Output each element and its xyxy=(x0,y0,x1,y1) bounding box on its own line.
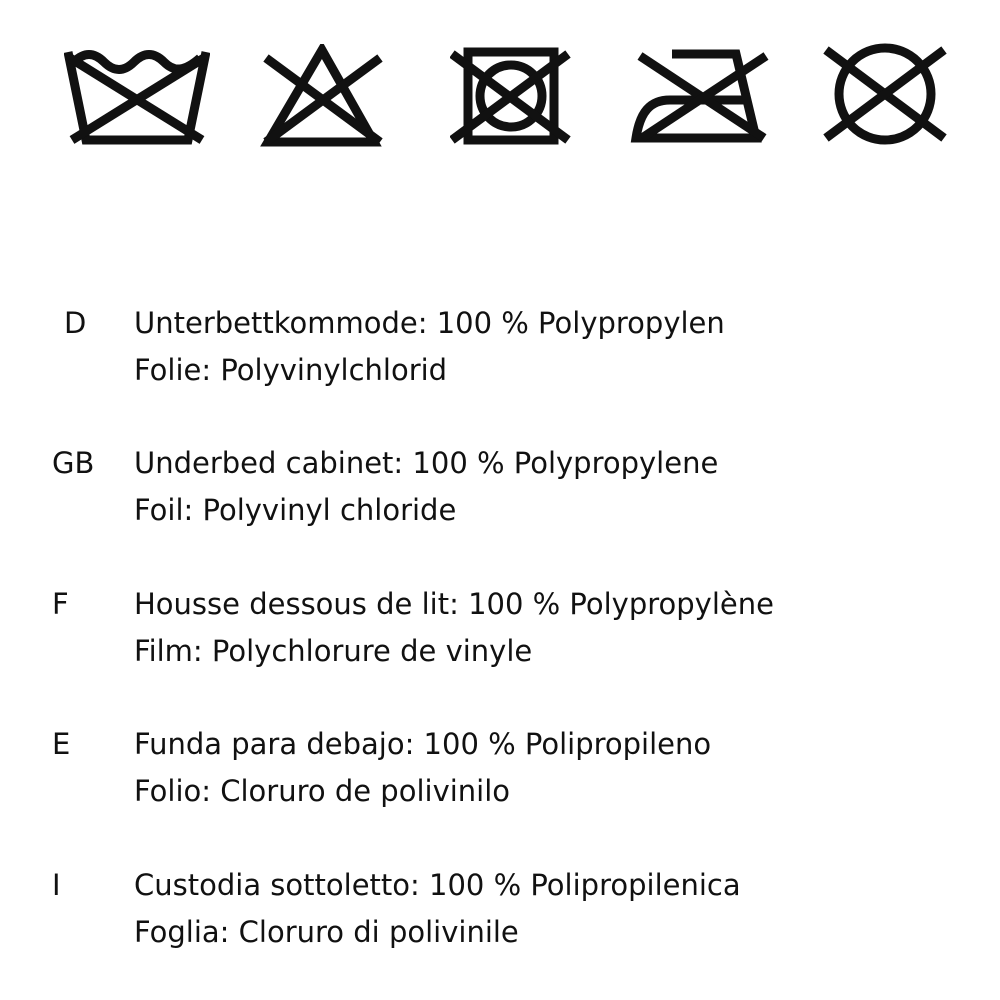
do-not-iron-icon xyxy=(630,46,770,146)
care-symbols-row xyxy=(0,0,1000,160)
material-line: Film: Polychlorure de vinyle xyxy=(134,634,533,668)
do-not-bleach-icon xyxy=(258,44,384,148)
material-line: Custodia sottoletto: 100 % Polipropilenica xyxy=(134,868,741,902)
entry-text xyxy=(134,300,725,394)
language-code: GB xyxy=(52,446,95,480)
language-code: F xyxy=(52,587,69,621)
material-line: Unterbettkommode: 100 % Polypropylen xyxy=(134,306,725,340)
entry-f xyxy=(0,581,1000,681)
material-line: Folie: Polyvinylchlorid xyxy=(134,353,448,387)
language-code: D xyxy=(64,306,87,340)
entry-d xyxy=(0,300,1000,400)
entry-e xyxy=(0,721,1000,821)
material-line: Funda para debajo: 100 % Polipropileno xyxy=(134,727,712,761)
entry-i xyxy=(0,862,1000,962)
do-not-wash-icon xyxy=(64,44,210,150)
material-line: Folio: Cloruro de polivinilo xyxy=(134,774,511,808)
do-not-tumble-dry-icon xyxy=(450,46,572,146)
material-line: Foglia: Cloruro di polivinile xyxy=(134,915,519,949)
material-line: Foil: Polyvinyl chloride xyxy=(134,493,457,527)
entry-text xyxy=(134,862,741,956)
entry-text xyxy=(134,581,774,675)
material-line: Housse dessous de lit: 100 % Polypropylène xyxy=(134,587,774,621)
language-code: E xyxy=(52,727,71,761)
material-line: Underbed cabinet: 100 % Polypropylene xyxy=(134,446,719,480)
do-not-dry-clean-icon xyxy=(822,42,948,146)
entry-text xyxy=(134,721,711,815)
entry-text xyxy=(134,440,718,534)
language-code: I xyxy=(52,868,61,902)
entry-gb xyxy=(0,440,1000,540)
